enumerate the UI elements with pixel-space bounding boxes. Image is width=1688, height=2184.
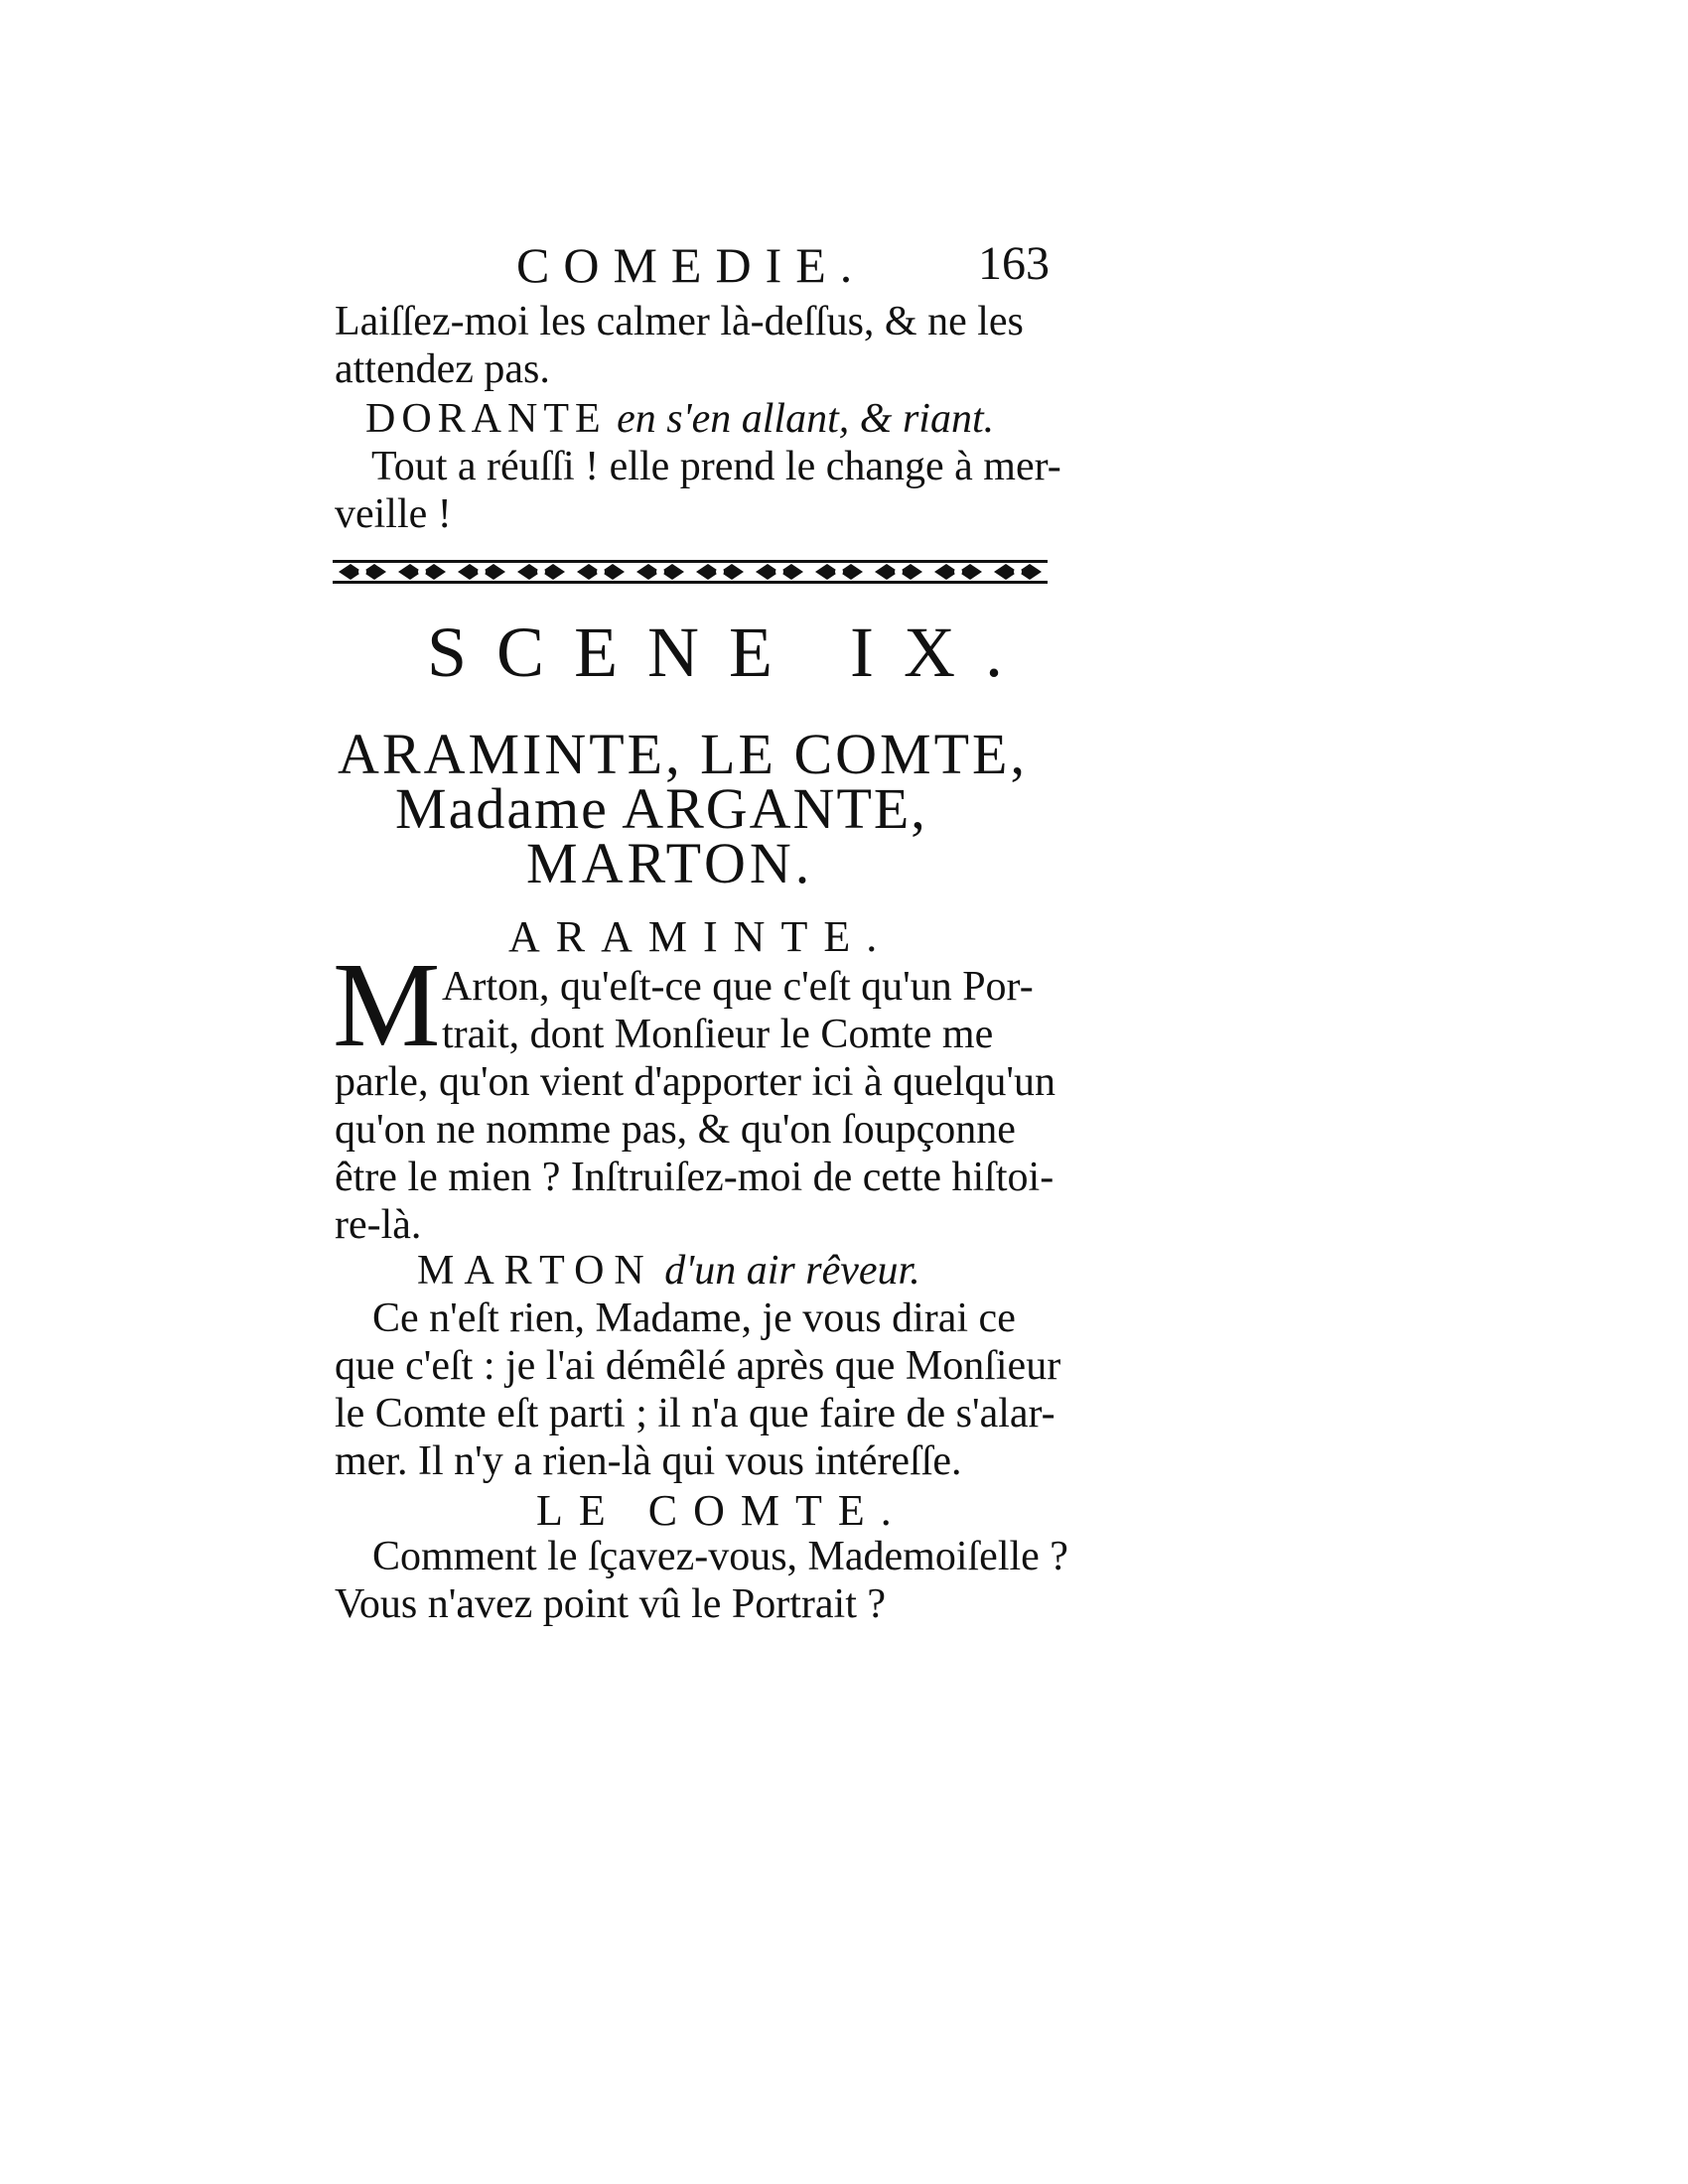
ornament-dot-icon xyxy=(1014,568,1022,576)
speaker-name: MARTON xyxy=(417,1248,654,1294)
ornament-dot-icon xyxy=(835,568,843,576)
ornament-dot-icon xyxy=(358,568,366,576)
ornamental-divider-icon xyxy=(333,552,1048,592)
ornament-dot-icon xyxy=(537,568,545,576)
text-line: que c'eſt : je l'ai démêlé après que Monſieur xyxy=(335,1343,1061,1389)
page-number: 163 xyxy=(978,237,1050,290)
cast-line: ARAMINTE, LE COMTE, xyxy=(338,722,1028,786)
ornament-dot-icon xyxy=(478,568,486,576)
text-line: Tout a réuſſi ! elle prend le change à mer- xyxy=(371,444,1061,489)
ornament-dot-icon xyxy=(597,568,605,576)
ornament-dot-icon xyxy=(656,568,664,576)
ornament-dot-icon xyxy=(775,568,783,576)
text-line: mer. Il n'y a rien-là qui vous intéreſſe. xyxy=(335,1438,962,1484)
text-line: parle, qu'on vient d'apporter ici à quelqu'un xyxy=(335,1059,1055,1105)
text-line: le Comte eſt parti ; il n'a que faire de s'alar- xyxy=(335,1391,1055,1436)
drop-cap: M xyxy=(333,938,441,1072)
ornament-dot-icon xyxy=(895,568,903,576)
ornament-dot-icon xyxy=(716,568,724,576)
cast-line: Madame ARGANTE, xyxy=(395,776,927,841)
running-head-title: COMEDIE. xyxy=(516,237,867,293)
scene-title: SCENE IX. xyxy=(427,613,1033,692)
text-line: veille ! xyxy=(335,491,452,537)
text-line: Arton, qu'eſt-ce que c'eſt qu'un Por- xyxy=(442,964,1034,1010)
cast-line: MARTON. xyxy=(526,831,814,895)
speaker-line-marton xyxy=(417,1247,920,1295)
speaker-name: DORANTE xyxy=(365,396,607,442)
ornament-dot-icon xyxy=(954,568,962,576)
ornament-dot-icon xyxy=(418,568,426,576)
text-line: Vous n'avez point vû le Portrait ? xyxy=(335,1581,887,1627)
text-line: Ce n'eſt rien, Madame, je vous dirai ce xyxy=(372,1296,1016,1341)
text-line: Laiſſez-moi les calmer là-deſſus, & ne les xyxy=(335,299,1024,344)
stage-direction: d'un air rêveur. xyxy=(664,1248,920,1294)
text-line: trait, dont Monſieur le Comte me xyxy=(442,1012,994,1057)
text-line: re-là. xyxy=(335,1202,422,1248)
text-line: qu'on ne nomme pas, & qu'on ſoupçonne xyxy=(335,1107,1016,1153)
speaker-line-dorante xyxy=(365,395,994,443)
stage-direction: en s'en allant, & riant. xyxy=(617,396,995,442)
text-line: attendez pas. xyxy=(335,346,550,392)
text-line: Comment le ſçavez-vous, Mademoiſelle ? xyxy=(372,1534,1068,1579)
speaker-le-comte: LE COMTE. xyxy=(536,1486,908,1535)
speaker-araminte: ARAMINTE. xyxy=(508,912,894,961)
text-line: être le mien ? Inſtruiſez-moi de cette hiſtoi- xyxy=(335,1155,1055,1200)
